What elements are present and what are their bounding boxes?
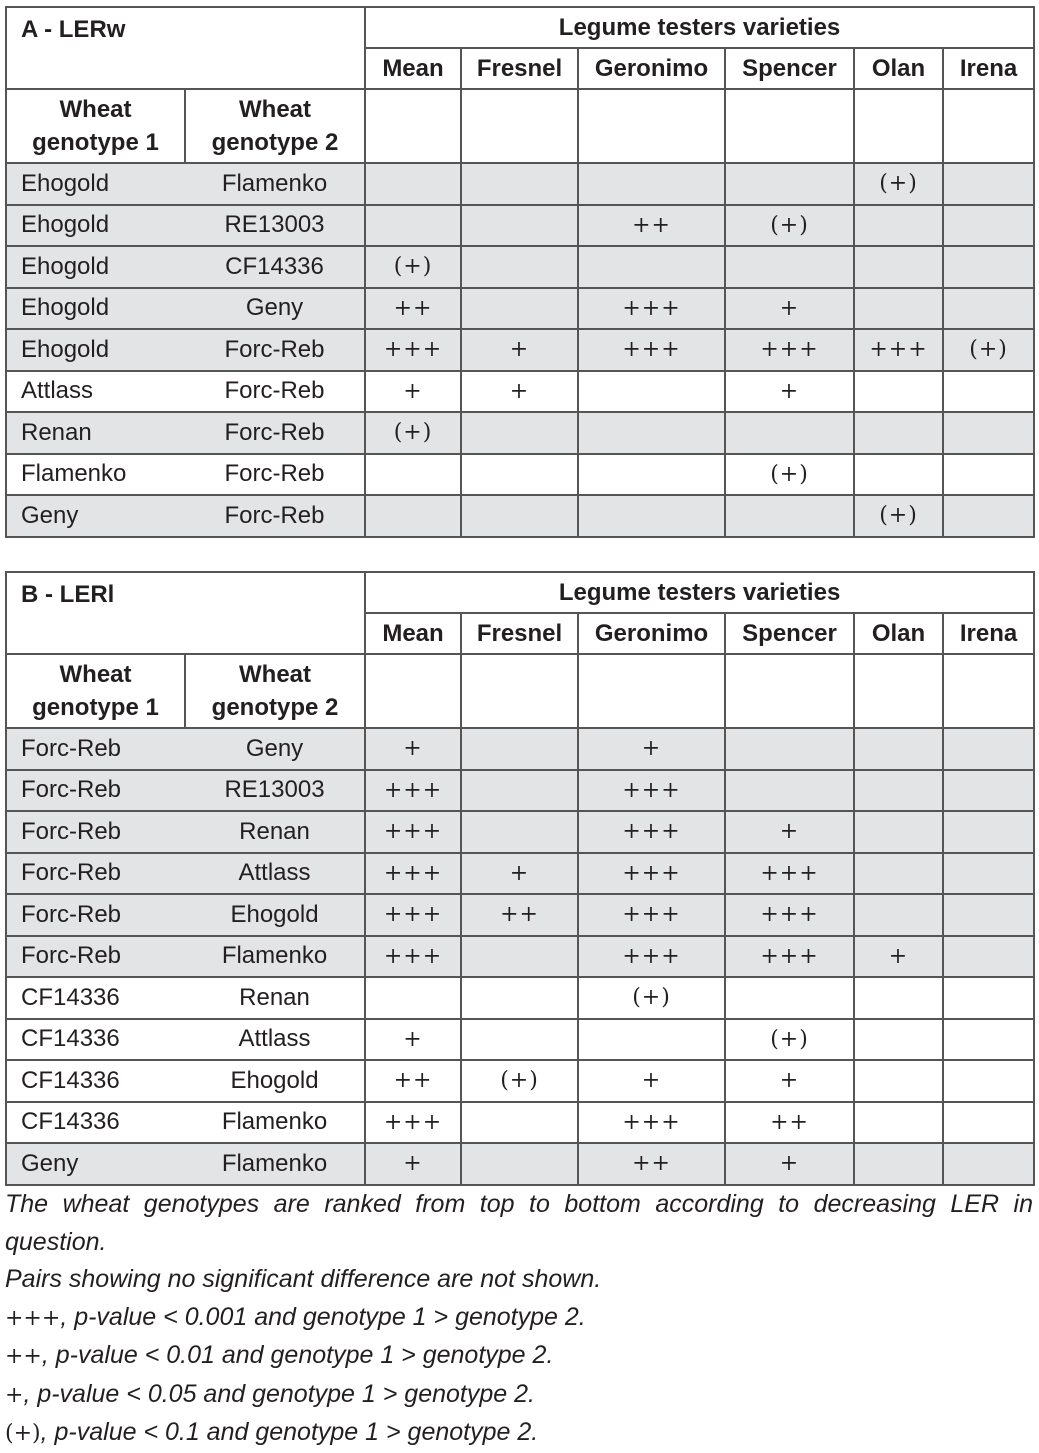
significance-cell <box>943 811 1034 853</box>
legend-text: , p-value < 0.1 and genotype 1 > genotype 2. <box>40 1418 539 1446</box>
significance-cell <box>854 728 943 770</box>
significance-cell <box>725 163 854 205</box>
significance-cell <box>365 495 461 537</box>
significance-cell <box>854 894 943 936</box>
legend-symbol: ++ <box>5 1344 42 1369</box>
empty-header-cell <box>943 89 1034 163</box>
variety-header: Olan <box>854 613 943 654</box>
legend-symbol: + <box>5 1382 24 1408</box>
significance-cell <box>943 894 1034 936</box>
significance-cell <box>461 1102 578 1144</box>
table-row <box>6 288 1034 330</box>
table-row <box>6 853 1034 895</box>
table-title: B - LERl <box>6 572 365 654</box>
wheat-genotype-1-cell: Forc-Reb <box>6 728 185 770</box>
table-row <box>6 1060 1034 1102</box>
wheat-genotype-1-cell: Attlass <box>6 371 185 413</box>
significance-cell <box>854 1060 943 1102</box>
table-row <box>6 811 1034 853</box>
legend-item <box>5 1299 1033 1338</box>
significance-cell <box>461 454 578 496</box>
significance-cell <box>725 728 854 770</box>
significance-cell <box>461 205 578 247</box>
significance-cell: +++ <box>578 936 725 978</box>
table-row <box>6 163 1034 205</box>
wheat-genotype-2-cell: Renan <box>185 811 365 853</box>
wheat-genotype-2-cell: Forc-Reb <box>185 454 365 496</box>
table-row <box>6 329 1034 371</box>
significance-cell <box>943 246 1034 288</box>
significance-cell: +++ <box>854 329 943 371</box>
significance-cell: (+) <box>725 205 854 247</box>
significance-cell <box>725 770 854 812</box>
significance-cell <box>854 1143 943 1185</box>
legend-item <box>5 1376 1033 1415</box>
empty-header-cell <box>854 89 943 163</box>
table-a-lerw <box>5 6 1035 538</box>
significance-cell <box>461 977 578 1019</box>
significance-cell: +++ <box>578 811 725 853</box>
variety-header: Geronimo <box>578 48 725 89</box>
legend-text: , p-value < 0.01 and genotype 1 > genotype 2. <box>41 1341 554 1369</box>
significance-cell: (+) <box>461 1060 578 1102</box>
significance-cell <box>578 495 725 537</box>
wheat-genotype-1-cell: Ehogold <box>6 329 185 371</box>
wheat-genotype-2-cell: Forc-Reb <box>185 495 365 537</box>
significance-cell <box>943 728 1034 770</box>
table-row <box>6 1019 1034 1061</box>
significance-cell: +++ <box>725 936 854 978</box>
significance-cell <box>943 495 1034 537</box>
significance-cell: + <box>365 728 461 770</box>
table-row <box>6 454 1034 496</box>
wheat-genotype-2-cell: Flamenko <box>185 936 365 978</box>
significance-cell <box>943 936 1034 978</box>
wheat-genotype-1-header: Wheat genotype 1 <box>6 654 185 728</box>
wheat-genotype-1-cell: Ehogold <box>6 205 185 247</box>
significance-cell <box>725 246 854 288</box>
wheat-genotype-1-cell: Flamenko <box>6 454 185 496</box>
wheat-genotype-2-cell: Forc-Reb <box>185 329 365 371</box>
wheat-genotype-2-cell: Flamenko <box>185 1102 365 1144</box>
significance-cell <box>854 205 943 247</box>
wheat-genotype-2-cell: Ehogold <box>185 1060 365 1102</box>
significance-cell: (+) <box>854 495 943 537</box>
table-body <box>6 728 1034 1185</box>
table-row <box>6 1102 1034 1144</box>
wheat-genotype-1-cell: CF14336 <box>6 1060 185 1102</box>
significance-cell: + <box>461 853 578 895</box>
wheat-genotype-1-cell: Forc-Reb <box>6 853 185 895</box>
table-row <box>6 770 1034 812</box>
significance-cell <box>854 853 943 895</box>
table-row <box>6 977 1034 1019</box>
table-row <box>6 412 1034 454</box>
table-row <box>6 371 1034 413</box>
wheat-genotype-2-cell: Attlass <box>185 853 365 895</box>
significance-cell <box>943 977 1034 1019</box>
significance-cell: + <box>725 288 854 330</box>
significance-cell: (+) <box>725 454 854 496</box>
significance-cell <box>725 495 854 537</box>
significance-cell <box>461 1143 578 1185</box>
ranking-note: The wheat genotypes are ranked from top to bottom according to decreasing LER in question. <box>5 1190 1033 1256</box>
wheat-genotype-2-cell: Attlass <box>185 1019 365 1061</box>
significance-cell <box>461 811 578 853</box>
significance-cell <box>365 205 461 247</box>
significance-cell: + <box>365 1143 461 1185</box>
wheat-genotype-1-cell: Forc-Reb <box>6 894 185 936</box>
significance-cell <box>854 977 943 1019</box>
significance-cell <box>461 495 578 537</box>
significance-cell <box>725 977 854 1019</box>
significance-cell <box>725 412 854 454</box>
significance-cell: + <box>725 1060 854 1102</box>
variety-header: Spencer <box>725 613 854 654</box>
significance-cell <box>854 371 943 413</box>
wheat-genotype-1-cell: CF14336 <box>6 977 185 1019</box>
wheat-genotype-2-cell: RE13003 <box>185 770 365 812</box>
wheat-genotype-2-cell: Geny <box>185 288 365 330</box>
variety-header: Mean <box>365 613 461 654</box>
wheat-genotype-1-cell: Geny <box>6 495 185 537</box>
significance-cell <box>943 1060 1034 1102</box>
significance-cell: +++ <box>578 770 725 812</box>
significance-cell <box>943 454 1034 496</box>
wheat-genotype-1-cell: Geny <box>6 1143 185 1185</box>
significance-cell: +++ <box>365 811 461 853</box>
significance-cell: + <box>854 936 943 978</box>
significance-cell <box>854 246 943 288</box>
significance-cell: + <box>365 1019 461 1061</box>
variety-header: Fresnel <box>461 613 578 654</box>
significance-cell: +++ <box>365 894 461 936</box>
empty-header-cell <box>365 89 461 163</box>
variety-header: Mean <box>365 48 461 89</box>
legend-item <box>5 1414 1033 1453</box>
significance-cell <box>854 770 943 812</box>
significance-cell <box>365 454 461 496</box>
wheat-genotype-1-header: Wheat genotype 1 <box>6 89 185 163</box>
significance-cell: +++ <box>578 329 725 371</box>
significance-cell <box>461 412 578 454</box>
significance-cell <box>943 163 1034 205</box>
wheat-genotype-2-header: Wheat genotype 2 <box>185 89 365 163</box>
significance-cell: + <box>578 1060 725 1102</box>
significance-cell <box>365 163 461 205</box>
significance-cell: +++ <box>578 853 725 895</box>
empty-header-cell <box>461 654 578 728</box>
table-row <box>6 1143 1034 1185</box>
wheat-genotype-2-header: Wheat genotype 2 <box>185 654 365 728</box>
table-title: A - LERw <box>6 7 365 89</box>
significance-cell <box>943 371 1034 413</box>
group-header: Legume testers varieties <box>365 7 1034 48</box>
significance-cell: + <box>578 728 725 770</box>
significance-cell <box>854 1102 943 1144</box>
significance-cell <box>461 728 578 770</box>
significance-cell <box>461 770 578 812</box>
significance-cell: +++ <box>365 936 461 978</box>
table-b-lerl <box>5 571 1035 1186</box>
wheat-genotype-2-cell: Renan <box>185 977 365 1019</box>
significance-cell <box>578 412 725 454</box>
significance-cell: + <box>725 1143 854 1185</box>
legend-text: , p-value < 0.05 and genotype 1 > genotype 2. <box>23 1379 535 1408</box>
significance-cell <box>461 1019 578 1061</box>
table-footnotes <box>5 1186 1033 1453</box>
significance-cell: +++ <box>578 894 725 936</box>
wheat-genotype-1-cell: CF14336 <box>6 1019 185 1061</box>
significance-cell: ++ <box>578 205 725 247</box>
significance-cell <box>943 412 1034 454</box>
legend-symbol: (+) <box>5 1421 41 1446</box>
variety-header: Irena <box>943 48 1034 89</box>
significance-cell: +++ <box>365 770 461 812</box>
empty-header-cell <box>854 654 943 728</box>
significance-cell <box>854 1019 943 1061</box>
table-row <box>6 205 1034 247</box>
significance-cell <box>461 288 578 330</box>
legend-item <box>5 1337 1033 1376</box>
empty-header-cell <box>725 89 854 163</box>
wheat-genotype-2-cell: Forc-Reb <box>185 412 365 454</box>
table-row <box>6 495 1034 537</box>
table-body <box>6 163 1034 537</box>
significance-cell: + <box>461 371 578 413</box>
significance-cell: +++ <box>725 853 854 895</box>
significance-cell <box>854 454 943 496</box>
wheat-genotype-2-cell: RE13003 <box>185 205 365 247</box>
significance-cell <box>578 1019 725 1061</box>
significance-cell: +++ <box>578 1102 725 1144</box>
significance-cell: + <box>725 811 854 853</box>
significance-cell: + <box>365 371 461 413</box>
variety-header: Irena <box>943 613 1034 654</box>
wheat-genotype-2-cell: Ehogold <box>185 894 365 936</box>
wheat-genotype-2-cell: Flamenko <box>185 1143 365 1185</box>
wheat-genotype-2-cell: CF14336 <box>185 246 365 288</box>
empty-header-cell <box>578 89 725 163</box>
wheat-genotype-2-cell: Flamenko <box>185 163 365 205</box>
significance-cell <box>365 977 461 1019</box>
significance-cell: (+) <box>365 246 461 288</box>
significance-cell <box>578 454 725 496</box>
significance-cell: + <box>725 371 854 413</box>
significance-cell: (+) <box>943 329 1034 371</box>
significance-cell: ++ <box>578 1143 725 1185</box>
wheat-genotype-1-cell: Forc-Reb <box>6 811 185 853</box>
significance-cell: (+) <box>365 412 461 454</box>
empty-header-cell <box>365 654 461 728</box>
wheat-genotype-1-cell: CF14336 <box>6 1102 185 1144</box>
significance-cell: +++ <box>365 329 461 371</box>
significance-cell <box>854 412 943 454</box>
significance-cell: ++ <box>461 894 578 936</box>
significance-cell <box>461 936 578 978</box>
variety-header: Spencer <box>725 48 854 89</box>
table-row <box>6 936 1034 978</box>
significance-cell <box>943 288 1034 330</box>
wheat-genotype-1-cell: Ehogold <box>6 246 185 288</box>
significance-cell <box>943 1143 1034 1185</box>
significance-cell: + <box>461 329 578 371</box>
empty-header-cell <box>943 654 1034 728</box>
significance-cell: (+) <box>725 1019 854 1061</box>
wheat-genotype-1-cell: Renan <box>6 412 185 454</box>
significance-cell: +++ <box>578 288 725 330</box>
significance-cell: (+) <box>854 163 943 205</box>
wheat-genotype-2-cell: Forc-Reb <box>185 371 365 413</box>
empty-header-cell <box>461 89 578 163</box>
table-row <box>6 894 1034 936</box>
significance-cell <box>854 811 943 853</box>
legend-text: , p-value < 0.001 and genotype 1 > genotype 2. <box>60 1302 586 1331</box>
empty-header-cell <box>578 654 725 728</box>
wheat-genotype-1-cell: Forc-Reb <box>6 936 185 978</box>
significance-cell: ++ <box>725 1102 854 1144</box>
significance-cell: (+) <box>578 977 725 1019</box>
significance-cell <box>943 770 1034 812</box>
group-header: Legume testers varieties <box>365 572 1034 613</box>
significance-cell: +++ <box>725 894 854 936</box>
significance-cell <box>461 163 578 205</box>
variety-header: Olan <box>854 48 943 89</box>
significance-cell <box>461 246 578 288</box>
significance-cell <box>854 288 943 330</box>
significance-cell <box>943 853 1034 895</box>
significance-cell: +++ <box>725 329 854 371</box>
variety-header: Fresnel <box>461 48 578 89</box>
significance-cell <box>578 246 725 288</box>
variety-header: Geronimo <box>578 613 725 654</box>
significance-cell: +++ <box>365 1102 461 1144</box>
significance-cell: ++ <box>365 1060 461 1102</box>
table-row <box>6 246 1034 288</box>
significance-cell: +++ <box>365 853 461 895</box>
significance-cell <box>943 205 1034 247</box>
wheat-genotype-1-cell: Forc-Reb <box>6 770 185 812</box>
no-difference-note: Pairs showing no significant difference are not shown. <box>5 1265 602 1293</box>
significance-cell <box>578 163 725 205</box>
wheat-genotype-1-cell: Ehogold <box>6 288 185 330</box>
wheat-genotype-1-cell: Ehogold <box>6 163 185 205</box>
empty-header-cell <box>725 654 854 728</box>
legend-symbol: +++ <box>5 1305 61 1331</box>
significance-cell: ++ <box>365 288 461 330</box>
wheat-genotype-2-cell: Geny <box>185 728 365 770</box>
significance-cell <box>943 1019 1034 1061</box>
table-row <box>6 728 1034 770</box>
significance-cell <box>943 1102 1034 1144</box>
significance-cell <box>578 371 725 413</box>
